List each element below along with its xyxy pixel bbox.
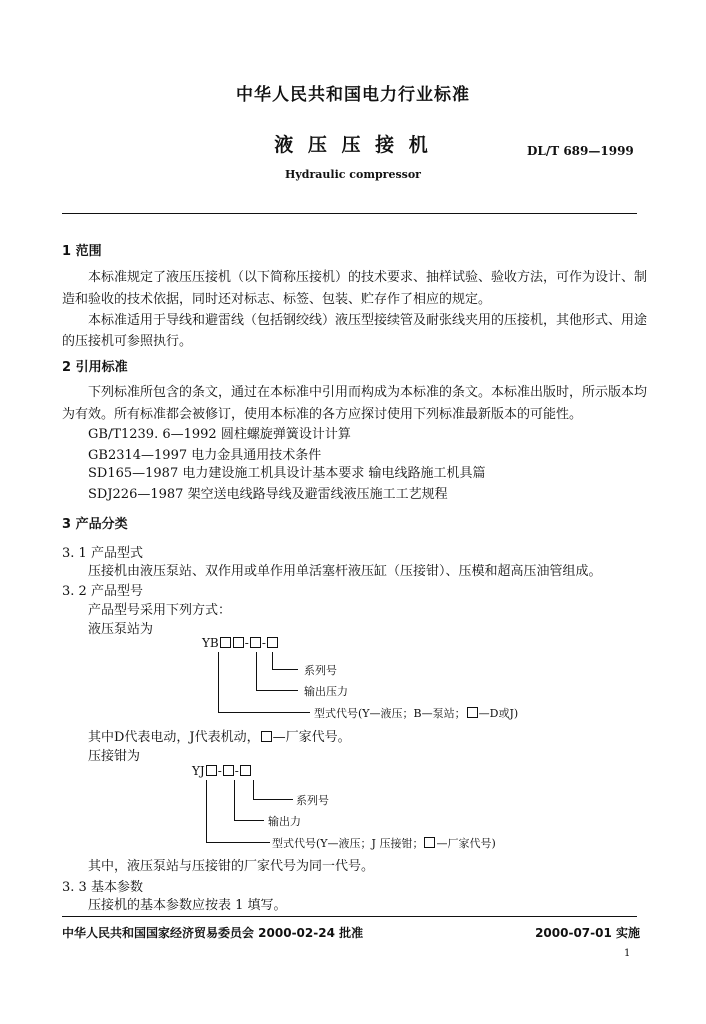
document-title: 液 压 压 接 机 bbox=[274, 134, 432, 156]
section-3-2-heading: 3. 2 产品型号 bbox=[62, 584, 143, 599]
standard-code: DL/T 689—1999 bbox=[527, 144, 634, 158]
reference-item: SDJ226—1987 架空送电线路导线及避雷线液压施工工艺规程 bbox=[88, 487, 448, 502]
diagram-1-type-tail: —D或J) bbox=[478, 707, 519, 720]
diagram-2-line bbox=[206, 842, 270, 843]
reference-item: SD165—1987 电力建设施工机具设计基本要求 输电线路施工机具篇 bbox=[88, 466, 486, 481]
section-2-paragraph-line-1: 下列标准所包含的条文，通过在本标准中引用而构成为本标准的条文。本标准出版时，所示版本均 bbox=[88, 385, 648, 400]
header-rule bbox=[62, 213, 637, 214]
section-3-2-text-3: 压接钳为 bbox=[88, 749, 141, 764]
diagram-2-pressure-label: 输出力 bbox=[268, 815, 301, 828]
diagram-2-series-label: 系列号 bbox=[296, 794, 329, 807]
box-glyph bbox=[233, 637, 244, 648]
diagram-1-prefix: YB bbox=[202, 636, 219, 650]
box-glyph bbox=[467, 707, 478, 718]
box-glyph bbox=[250, 637, 261, 648]
diagram-2-line bbox=[253, 799, 293, 800]
section-3-1-text: 压接机由液压泵站、双作用或单作用单活塞杆液压缸（压接钳）、压模和超高压油管组成。 bbox=[88, 564, 602, 579]
page-number: 1 bbox=[624, 948, 631, 959]
section-2-heading: 2 引用标准 bbox=[62, 360, 128, 375]
section-3-2-text-2: 液压泵站为 bbox=[88, 622, 154, 637]
section-1-heading: 1 范围 bbox=[62, 244, 102, 259]
diagram-1-note-text: 其中D代表电动，J代表机动， bbox=[88, 730, 260, 745]
diagram-1-note-tail: —厂家代号。 bbox=[272, 730, 351, 745]
section-2-paragraph-line-2: 为有效。所有标准都会被修订，使用本标准的各方应探讨使用下列标准最新版本的可能性。 bbox=[62, 407, 583, 422]
box-glyph bbox=[424, 837, 435, 848]
diagram-2-line bbox=[234, 820, 264, 821]
document-subtitle: Hydraulic compressor bbox=[285, 168, 421, 181]
box-glyph bbox=[240, 765, 251, 776]
diagram-2-prefix: YJ bbox=[192, 764, 205, 778]
section-1-paragraph-2-line-1: 本标准适用于导线和避雷线（包括钢绞线）液压型接续管及耐张线夹用的压接机，其他形式、用途 bbox=[88, 313, 648, 328]
approval-line: 中华人民共和国国家经济贸易委员会 2000-02-24 批准 bbox=[62, 926, 364, 940]
diagram-1-line bbox=[218, 652, 219, 712]
diagram-1-type-text: 型式代号(Y—液压；B—泵站； bbox=[314, 707, 466, 720]
diagram-2-code: YJ - - bbox=[192, 764, 252, 778]
diagram-1-line bbox=[256, 652, 257, 690]
diagram-2-type-label bbox=[272, 835, 496, 851]
section-3-1-heading: 3. 1 产品型式 bbox=[62, 546, 143, 561]
diagram-2-note: 其中，液压泵站与压接钳的厂家代号为同一代号。 bbox=[88, 859, 375, 874]
diagram-2-type-text: 型式代号(Y—液压；J 压接钳； bbox=[272, 837, 424, 850]
diagram-1-line bbox=[272, 652, 273, 669]
standard-org: 中华人民共和国电力行业标准 bbox=[236, 85, 470, 105]
section-1-paragraph-1-line-1: 本标准规定了液压压接机（以下简称压接机）的技术要求、抽样试验、验收方法，可作为设计、制 bbox=[88, 270, 648, 285]
diagram-1-type-label bbox=[314, 705, 518, 721]
section-3-3-text: 压接机的基本参数应按表 1 填写。 bbox=[88, 898, 287, 913]
diagram-1-line bbox=[272, 669, 298, 670]
box-glyph bbox=[206, 765, 217, 776]
section-3-heading: 3 产品分类 bbox=[62, 517, 128, 532]
effective-date: 2000-07-01 实施 bbox=[535, 926, 640, 940]
box-glyph bbox=[261, 731, 272, 742]
diagram-2-line bbox=[206, 780, 207, 842]
section-3-2-text-1: 产品型号采用下列方式： bbox=[88, 603, 232, 618]
reference-item: GB/T1239. 6—1992 圆柱螺旋弹簧设计计算 bbox=[88, 427, 351, 442]
diagram-1-line bbox=[218, 712, 310, 713]
diagram-1-pressure-label: 输出压力 bbox=[304, 685, 348, 698]
section-3-3-heading: 3. 3 基本参数 bbox=[62, 880, 143, 895]
diagram-1-series-label: 系列号 bbox=[304, 664, 337, 677]
footer-rule bbox=[62, 916, 637, 917]
reference-item: GB2314—1997 电力金具通用技术条件 bbox=[88, 448, 322, 463]
diagram-1-code: YB - - bbox=[202, 636, 279, 650]
diagram-2-line bbox=[234, 780, 235, 820]
section-1-paragraph-2-line-2: 的压接机可参照执行。 bbox=[62, 334, 193, 349]
diagram-1-line bbox=[256, 690, 298, 691]
diagram-2-line bbox=[253, 780, 254, 799]
section-1-paragraph-1-line-2: 造和验收的技术依据，同时还对标志、标签、包装、贮存作了相应的规定。 bbox=[62, 292, 492, 307]
box-glyph bbox=[220, 637, 231, 648]
diagram-1-note bbox=[88, 726, 351, 745]
box-glyph bbox=[267, 637, 278, 648]
diagram-2-type-tail: —厂家代号) bbox=[436, 837, 496, 850]
box-glyph bbox=[223, 765, 234, 776]
